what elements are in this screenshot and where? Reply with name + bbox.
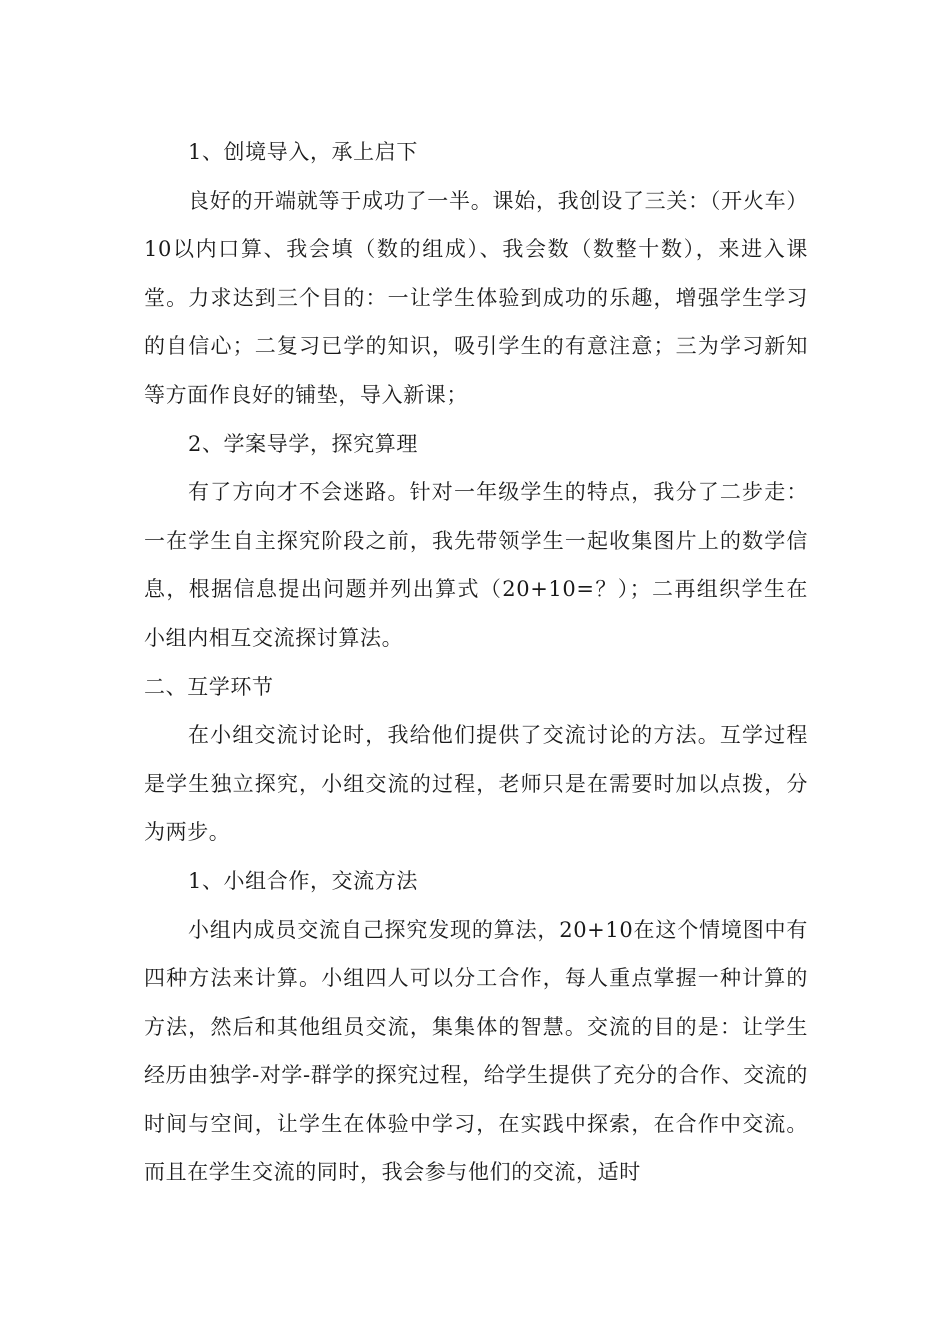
section-heading-mutual-learning: 二、互学环节 bbox=[144, 674, 274, 699]
paragraph-group-cooperation-details: 小组内成员交流自己探究发现的算法，20+10在这个情境图中有四种方法来计算。小组四人可以分工合作，每人重点掌握一种计算的方法，然后和其他组员交流，集集体的智慧。交流的目的是：让学生经历由独学-对学-群学的探究过程，给学生提供了充分的合作、交流的时间与空间，让学生在体验中学习，在实践中探索，在合作中交流。而且在学生交流的同时，我会参与他们的交流，适时 bbox=[144, 917, 808, 1185]
paragraph-mutual-learning-details: 在小组交流讨论时，我给他们提供了交流讨论的方法。互学过程是学生独立探究，小组交流的过程，老师只是在需要时加以点拨，分为两步。 bbox=[144, 723, 808, 845]
heading-1-situation-intro: 1、创境导入，承上启下 bbox=[188, 140, 418, 164]
paragraph-intro-details: 良好的开端就等于成功了一半。课始，我创设了三关：（开火车）10以内口算、我会填（数的组成）、我会数（数整十数），来进入课堂。力求达到三个目的：一让学生体验到成功的乐趣，增强学生学习的自信心；二复习已学的知识，吸引学生的有意注意；三为学习新知等方面作良好的铺垫，导入新课； bbox=[144, 188, 808, 407]
heading-1-group-cooperation: 1、小组合作，交流方法 bbox=[188, 868, 418, 893]
document-body bbox=[144, 128, 808, 1197]
heading-2-guided-study: 2、学案导学，探究算理 bbox=[188, 431, 418, 456]
paragraph-guided-study-details: 有了方向才不会迷路。针对一年级学生的特点，我分了二步走：一在学生自主探究阶段之前，我先带领学生一起收集图片上的数学信息，根据信息提出问题并列出算式（20+10=？）；二再组织学生在小组内相互交流探讨算法。 bbox=[144, 480, 808, 650]
